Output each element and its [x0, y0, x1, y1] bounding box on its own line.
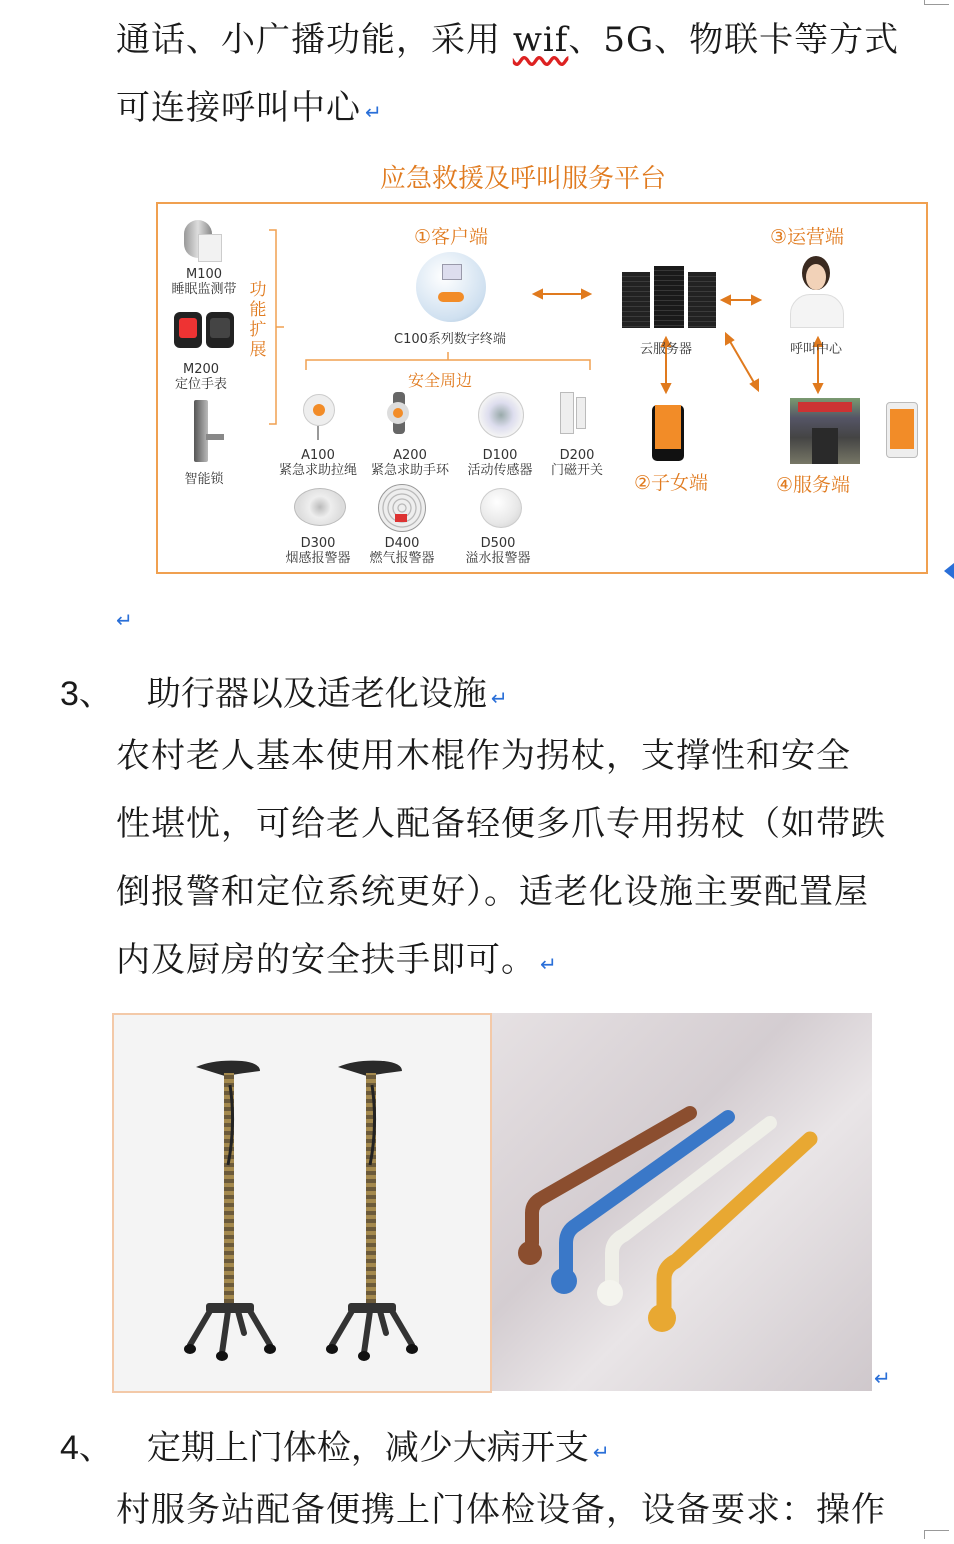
alignment-marker-icon — [944, 563, 954, 579]
d100-label: D100 活动传感器 — [467, 448, 533, 478]
pull-cord-icon — [300, 394, 336, 438]
paragraph-line: 内及厨房的安全扶手即可。 ↵ — [116, 940, 558, 980]
return-mark: ↵ — [874, 1366, 891, 1390]
wristband-icon — [384, 392, 414, 434]
a200-label: A200 紧急求助手环 — [370, 448, 449, 478]
lock-label: 智能锁 — [184, 472, 224, 487]
return-mark: ↵ — [116, 608, 133, 632]
door-sensor-icon — [560, 392, 586, 436]
smoke-alarm-icon — [294, 488, 344, 528]
paragraph-line: 可连接呼叫中心 ↵ — [116, 88, 383, 128]
grab-bar-photo — [492, 1013, 872, 1391]
water-alarm-icon — [480, 488, 524, 528]
page-corner-mark — [924, 0, 949, 5]
tablet-icon — [886, 402, 918, 458]
section-4-body — [116, 1476, 916, 1544]
paragraph-line: 倒报警和定位系统更好）。适老化设施主要配置屋 — [116, 872, 869, 912]
m100-label: M100 睡眠监测带 — [171, 267, 237, 297]
paragraph-intro — [116, 6, 916, 146]
return-mark: ↵ — [592, 1440, 610, 1464]
smart-lock-icon — [192, 400, 224, 464]
cane-illustration — [114, 1015, 490, 1391]
section-3-heading — [60, 666, 508, 715]
diagram-title: 应急救援及呼叫服务平台 — [380, 164, 667, 194]
section-4-heading — [60, 1420, 610, 1469]
server-rack-icon — [622, 266, 718, 332]
client-label: ①客户端 — [414, 226, 489, 248]
d200-label: D200 门磁开关 — [550, 448, 603, 478]
gas-alarm-icon — [378, 484, 426, 532]
m200-label: M200 定位手表 — [174, 362, 227, 392]
diagram-graphics — [156, 152, 932, 578]
section-number: 4、 — [60, 1429, 113, 1467]
func-ext-label: 功能扩展 — [249, 280, 267, 360]
operator-label: ③运营端 — [770, 226, 845, 248]
section-title: 助行器以及适老化设施 — [146, 674, 487, 714]
watch-icon — [174, 308, 236, 354]
operator-avatar — [790, 256, 842, 326]
motion-sensor-icon — [478, 392, 522, 436]
child-label: ②子女端 — [634, 472, 709, 494]
c100-terminal-icon — [416, 252, 486, 324]
d300-label: D300 烟感报警器 — [285, 536, 351, 566]
a100-label: A100 紧急求助拉绳 — [278, 448, 357, 478]
section-title: 定期上门体检，减少大病开支 — [146, 1428, 589, 1468]
call-center-label: 呼叫中心 — [789, 342, 842, 357]
grab-bar-illustration — [492, 1013, 872, 1391]
return-mark: ↵ — [540, 952, 558, 976]
paragraph-line: 通话、小广播功能，采用 wif、5G、物联卡等方式 — [116, 20, 900, 60]
paragraph-line: 村服务站配备便携上门体检设备，设备要求：操作 — [116, 1490, 886, 1530]
walking-cane-photo — [112, 1013, 492, 1393]
section-number: 3、 — [60, 675, 113, 713]
return-mark: ↵ — [490, 686, 508, 710]
cloud-server-label: 云服务器 — [639, 342, 692, 357]
return-mark: ↵ — [365, 100, 383, 124]
service-station-photo — [790, 398, 860, 464]
sleep-belt-icon — [180, 214, 220, 260]
service-label: ④服务端 — [776, 474, 851, 496]
d500-label: D500 溢水报警器 — [465, 536, 531, 566]
emergency-platform-diagram — [156, 152, 932, 578]
c100-label: C100系列数字终端 — [394, 332, 506, 347]
section-3-body — [116, 722, 916, 998]
smartphone-icon — [652, 400, 686, 458]
paragraph-line: 性堪忧，可给老人配备轻便多爪专用拐杖（如带跌 — [116, 804, 886, 844]
safety-label: 安全周边 — [408, 371, 473, 390]
misspelled-word: wif — [512, 20, 569, 60]
d400-label: D400 燃气报警器 — [369, 536, 435, 566]
paragraph-line: 农村老人基本使用木棍作为拐杖，支撑性和安全 — [116, 736, 851, 776]
